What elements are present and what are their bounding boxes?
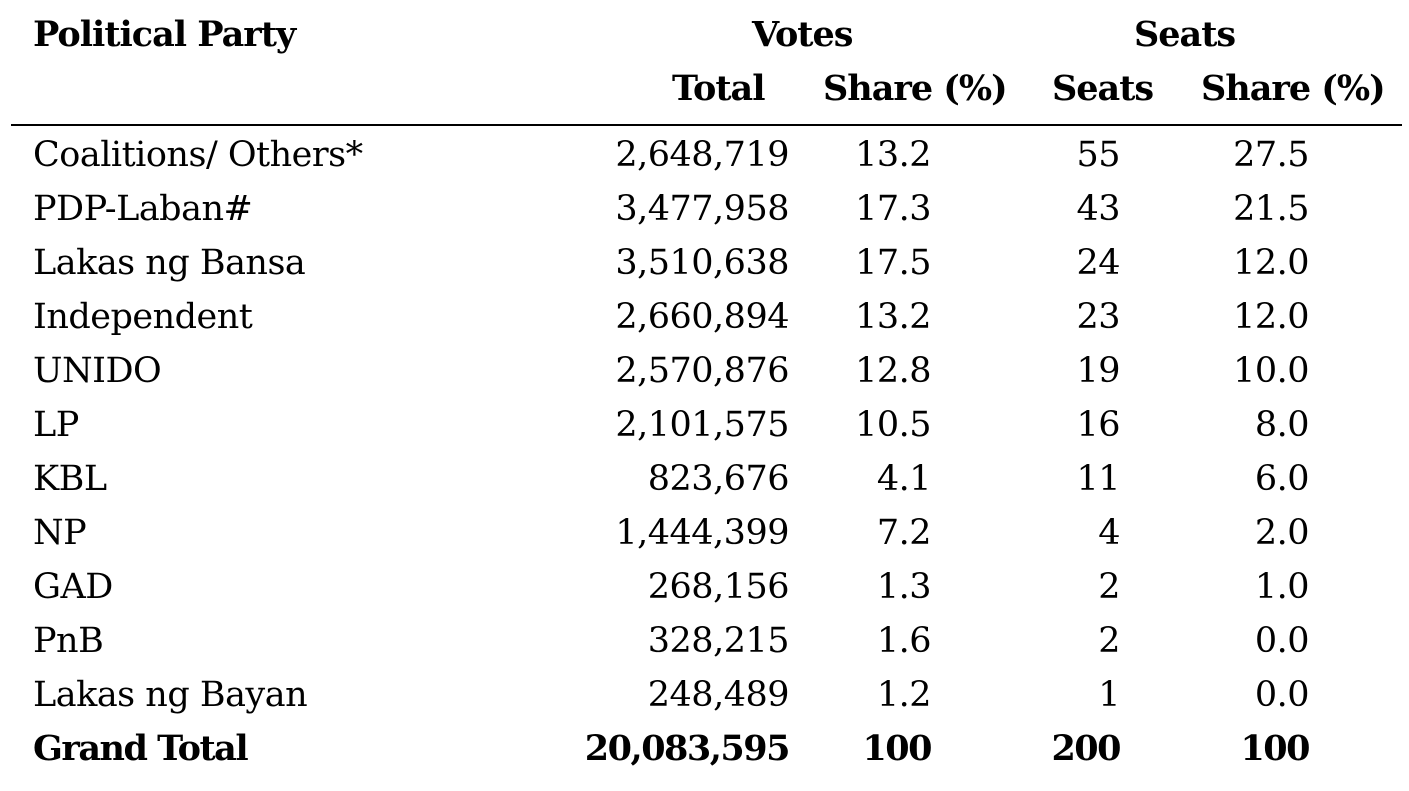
seats-cell: 43 [1076, 189, 1120, 229]
header-seats-share: Share (%) [1201, 68, 1385, 109]
seats-cell: 24 [1076, 243, 1120, 283]
vote-share-cell: 10.5 [855, 405, 931, 445]
seats-cell: 16 [1076, 405, 1120, 445]
votes-total-cell: 823,676 [647, 459, 789, 499]
table-row [0, 344, 1409, 398]
header-votes-share: Share (%) [823, 68, 1007, 109]
seats-cell: 11 [1076, 459, 1120, 499]
party-cell: PnB [33, 621, 104, 661]
table-row [0, 182, 1409, 236]
party-cell: Independent [33, 297, 253, 337]
party-cell: Lakas ng Bansa [33, 243, 306, 283]
header-seats-group: Seats [1134, 14, 1236, 55]
votes-total-cell: 268,156 [647, 567, 789, 607]
table-row [0, 236, 1409, 290]
seat-share-cell: 12.0 [1233, 297, 1309, 337]
table-row [0, 614, 1409, 668]
votes-total-cell: 248,489 [647, 675, 789, 715]
votes-total-cell: 2,101,575 [615, 405, 789, 445]
seats-cell: 4 [1098, 513, 1120, 553]
seat-share-cell: 0.0 [1254, 675, 1309, 715]
seat-share-cell: 12.0 [1233, 243, 1309, 283]
header-votes-total: Total [672, 68, 765, 109]
header-rule [11, 124, 1402, 126]
seats-cell: 23 [1076, 297, 1120, 337]
party-cell: UNIDO [33, 351, 162, 391]
table-row [0, 290, 1409, 344]
vote-share-cell: 13.2 [855, 135, 931, 175]
header-votes-group: Votes [752, 14, 853, 55]
seat-share-cell: 10.0 [1233, 351, 1309, 391]
party-cell: Coalitions/ Others* [33, 135, 363, 175]
table-row [0, 452, 1409, 506]
vote-share-cell: 7.2 [876, 513, 931, 553]
table-row [0, 560, 1409, 614]
vote-share-cell: 1.3 [876, 567, 931, 607]
votes-total-cell: 2,648,719 [615, 135, 789, 175]
seat-share-cell: 2.0 [1254, 513, 1309, 553]
seat-share-cell: 27.5 [1233, 135, 1309, 175]
votes-total-cell: 3,510,638 [615, 243, 789, 283]
vote-share-cell: 17.5 [855, 243, 931, 283]
vote-share-cell: 100 [862, 728, 931, 769]
header-party: Political Party [33, 14, 296, 55]
party-cell: KBL [33, 459, 107, 499]
seats-cell: 2 [1098, 567, 1120, 607]
seats-cell: 19 [1076, 351, 1120, 391]
vote-share-cell: 12.8 [855, 351, 931, 391]
grand-total-row [0, 722, 1409, 776]
party-cell: GAD [33, 567, 113, 607]
votes-total-cell: 2,660,894 [615, 297, 789, 337]
seat-share-cell: 21.5 [1233, 189, 1309, 229]
party-cell: Grand Total [33, 728, 248, 769]
votes-total-cell: 328,215 [647, 621, 789, 661]
table-row [0, 128, 1409, 182]
vote-share-cell: 1.2 [876, 675, 931, 715]
vote-share-cell: 1.6 [876, 621, 931, 661]
table-row [0, 506, 1409, 560]
vote-share-cell: 13.2 [855, 297, 931, 337]
party-cell: NP [33, 513, 87, 553]
party-cell: PDP-Laban# [33, 189, 253, 229]
table-row [0, 668, 1409, 722]
votes-total-cell: 2,570,876 [615, 351, 789, 391]
votes-total-cell: 20,083,595 [584, 728, 789, 769]
seat-share-cell: 1.0 [1254, 567, 1309, 607]
seats-cell: 200 [1051, 728, 1120, 769]
seat-share-cell: 100 [1240, 728, 1309, 769]
seats-cell: 2 [1098, 621, 1120, 661]
vote-share-cell: 4.1 [876, 459, 931, 499]
party-cell: Lakas ng Bayan [33, 675, 308, 715]
header-seats-count: Seats [1052, 68, 1154, 109]
votes-total-cell: 3,477,958 [615, 189, 789, 229]
votes-total-cell: 1,444,399 [615, 513, 789, 553]
seat-share-cell: 6.0 [1254, 459, 1309, 499]
seats-cell: 1 [1098, 675, 1120, 715]
table-row [0, 398, 1409, 452]
seat-share-cell: 8.0 [1254, 405, 1309, 445]
seat-share-cell: 0.0 [1254, 621, 1309, 661]
vote-share-cell: 17.3 [855, 189, 931, 229]
seats-cell: 55 [1076, 135, 1120, 175]
party-cell: LP [33, 405, 79, 445]
